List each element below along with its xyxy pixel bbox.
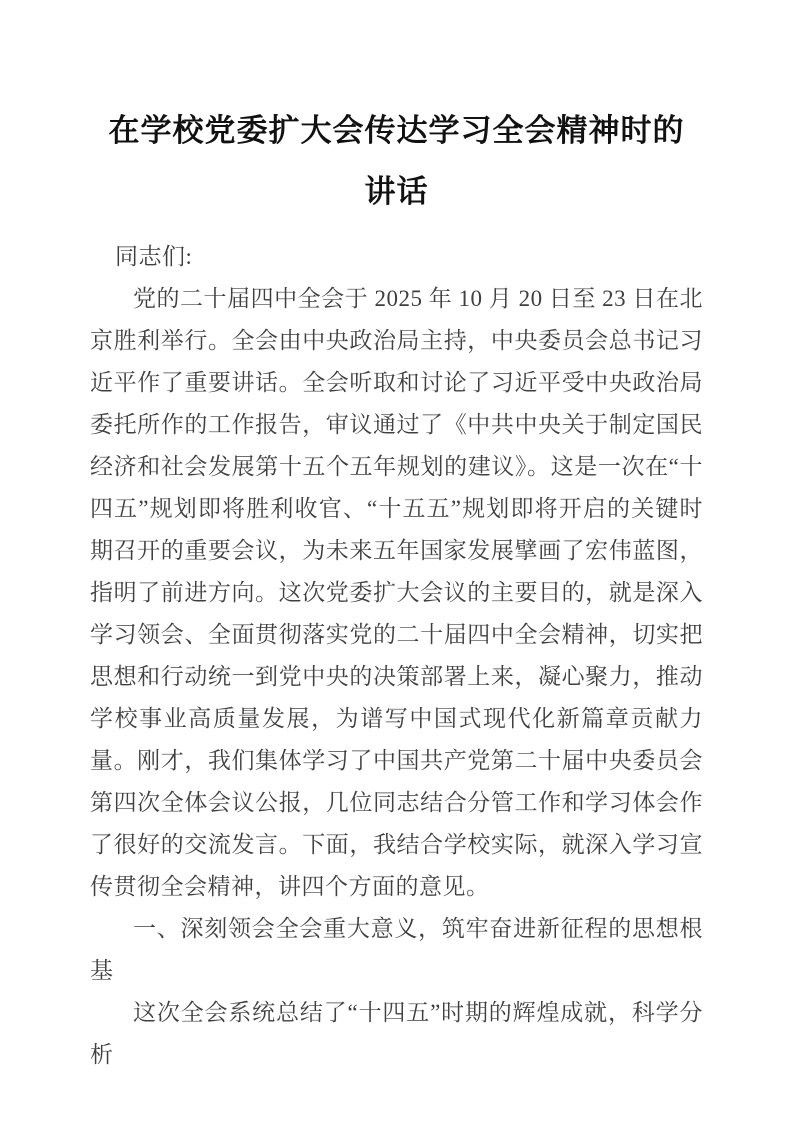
document-title: 在学校党委扩大会传达学习全会精神时的讲话: [108, 113, 685, 209]
section-heading-1: 一、深刻领会全会重大意义，筑牢奋进新征程的思想根基: [90, 916, 703, 983]
paragraph-intro: 党的二十届四中全会于 2025 年 10 月 20 日至 23 日在北京胜利举行。全会由中央政治局主持，中央委员会总书记习近平作了重要讲话。全会听取和讨论了习近平受中央政治局委托所作的工作报告，审议通过了《中共中央关于制定国民经济和社会发展第十五个五年规划的建议》。这是一次在“十四五”规划即将胜利收官、“十五五”规划即将开启的关键时期召开的重要会议，为未来五年国家发展擘画了宏伟蓝图，指明了前进方向。这次党委扩大会议的主要目的，就是深入学习领会、全面贯彻落实党的二十届四中全会精神，切实把思想和行动统一到党中央的决策部署上来，凝心聚力，推动学校事业高质量发展，为谱写中国式现代化新篇章贡献力量。刚才，我们集体学习了中国共产党第二十届中央委员会第四次全体会议公报，几位同志结合分管工作和学习体会作了很好的交流发言。下面，我结合学校实际，就深入学习宣传贯彻全会精神，讲四个方面的意见。: [90, 286, 703, 899]
salutation: 同志们:: [115, 244, 193, 269]
paragraph-section-1-body: 这次全会系统总结了“十四五”时期的辉煌成就，科学分析: [90, 1000, 703, 1067]
